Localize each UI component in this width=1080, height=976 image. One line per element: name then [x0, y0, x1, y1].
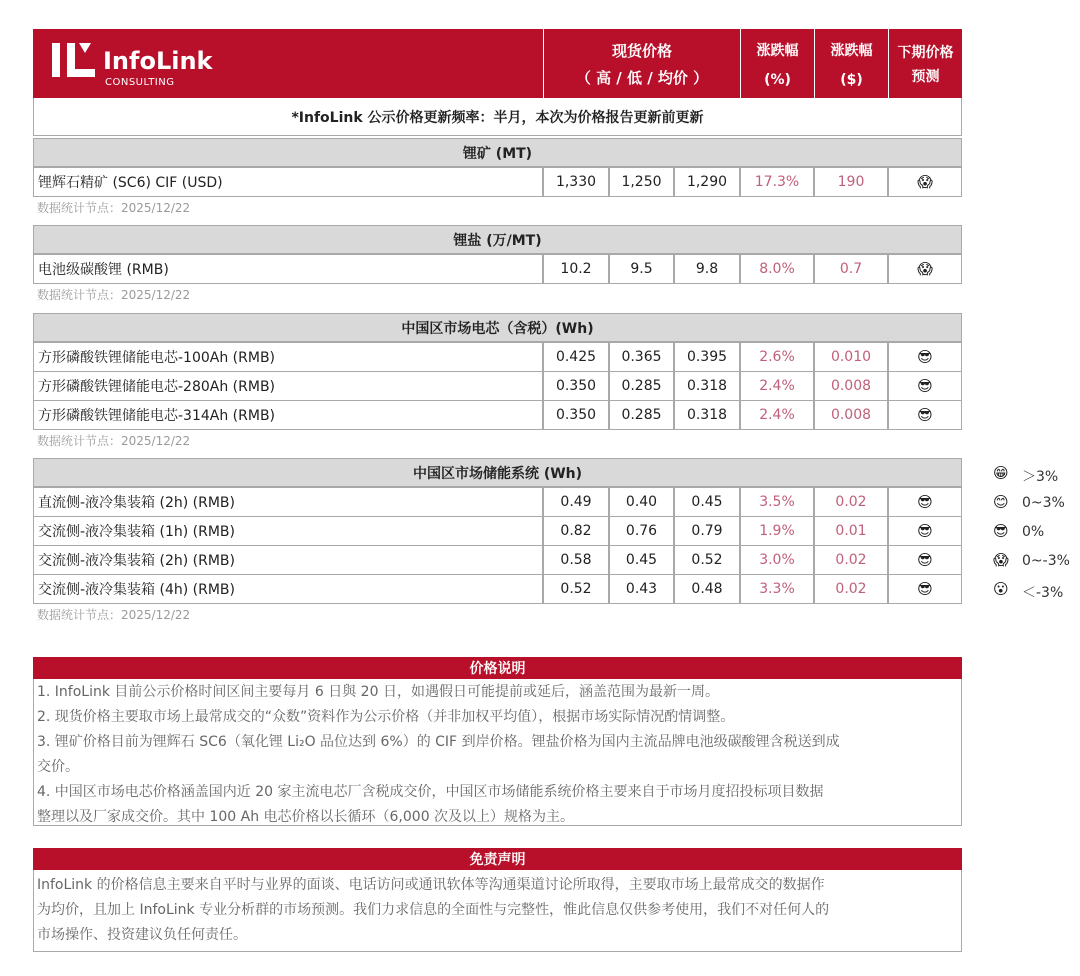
sunglasses-face-icon: 😎: [917, 522, 933, 540]
disclaimer-line-3: 市场操作、投资建议负任何责任。: [37, 927, 247, 943]
cell-low: [609, 487, 674, 517]
sunglasses-face-icon: 😎: [917, 377, 933, 395]
cell-high: [543, 400, 609, 430]
product-name: 交流侧-液冷集装箱 (2h) (RMB): [38, 553, 235, 569]
value-high: 0.350: [555, 407, 597, 423]
value-chg: 0.02: [835, 494, 867, 510]
cell-low: [609, 545, 674, 575]
cell-low: [609, 574, 674, 604]
value-pct: 1.9%: [759, 523, 795, 539]
sunglasses-face-icon: 😎: [917, 406, 933, 424]
value-avg: 0.79: [691, 523, 723, 539]
cell-avg: [674, 574, 740, 604]
forecast-cell: [888, 167, 962, 197]
cell-low: [609, 516, 674, 546]
value-low: 9.5: [630, 261, 653, 277]
value-high: 0.49: [560, 494, 592, 510]
value-chg: 0.01: [835, 523, 867, 539]
value-chg: 0.008: [830, 407, 872, 423]
forecast-cell: [888, 371, 962, 401]
cell-low: [609, 400, 674, 430]
section-title: 中国区市场储能系统 (Wh): [412, 465, 583, 482]
cell-name: [33, 342, 543, 372]
cell-name: [33, 545, 543, 575]
col-header-spot-price-line1: 现货价格: [611, 41, 672, 60]
value-chg: 0.7: [839, 261, 863, 277]
col-header-change-abs-line1: 涨跌幅: [830, 42, 873, 59]
legend-label: 0~3%: [1022, 495, 1065, 511]
cell-pct: [740, 545, 814, 575]
cell-chg: [814, 545, 888, 575]
sunglasses-face-icon: 😎: [917, 551, 933, 569]
legend-label: 0~-3%: [1022, 553, 1070, 569]
value-pct: 17.3%: [754, 174, 800, 190]
value-avg: 0.52: [691, 552, 723, 568]
value-low: 0.365: [621, 349, 662, 365]
section-title: 锂盐 (万/MT): [453, 232, 542, 249]
data-date-stamp: 数据统计节点：2025/12/22: [37, 288, 191, 302]
value-avg: 0.48: [691, 581, 723, 597]
product-name: 电池级碳酸锂 (RMB): [38, 262, 169, 278]
value-high: 10.2: [560, 261, 592, 277]
cell-high: [543, 342, 609, 372]
cell-avg: [674, 167, 740, 197]
cell-pct: [740, 254, 814, 284]
disclaimer-title-bar: [33, 848, 962, 870]
col-header-change-abs: [814, 29, 888, 98]
value-low: 0.40: [625, 494, 658, 510]
value-pct: 3.0%: [759, 552, 795, 568]
cell-name: [33, 487, 543, 517]
product-name: 直流侧-液冷集装箱 (2h) (RMB): [38, 495, 235, 511]
product-name: 方形磷酸铁锂储能电芯-314Ah (RMB): [38, 408, 276, 424]
value-pct: 8.0%: [759, 261, 795, 277]
value-avg: 0.45: [691, 494, 723, 510]
value-low: 0.76: [625, 523, 658, 539]
sunglasses-face-icon: 😎: [917, 348, 933, 366]
cell-pct: [740, 516, 814, 546]
value-low: 0.43: [625, 581, 658, 597]
section-header: [33, 225, 962, 254]
forecast-cell: [888, 516, 962, 546]
cell-high: [543, 371, 609, 401]
value-pct: 2.4%: [759, 378, 795, 394]
cell-avg: [674, 516, 740, 546]
product-name: 交流侧-液冷集装箱 (1h) (RMB): [38, 524, 235, 540]
section-title: 锂矿 (MT): [462, 145, 533, 162]
value-avg: 0.318: [686, 407, 728, 423]
header-bar: [33, 29, 962, 98]
col-header-change-abs-line2: ($): [840, 71, 863, 88]
data-date-stamp: 数据统计节点：2025/12/22: [37, 434, 191, 448]
cell-name: [33, 516, 543, 546]
value-high: 1,330: [555, 174, 597, 190]
cell-low: [609, 371, 674, 401]
cell-high: [543, 487, 609, 517]
product-name: 方形磷酸铁锂储能电芯-280Ah (RMB): [38, 379, 276, 395]
cell-pct: [740, 400, 814, 430]
price-note-3: 3. 锂矿价格目前为锂辉石 SC6（氧化锂 Li₂O 品位达到 6%）的 CIF 到岸价格。锂盐价格为国内主流品牌电池级碳酸锂含税送到成: [37, 734, 840, 750]
price-notes-title: 价格说明: [469, 661, 526, 677]
cell-name: [33, 167, 543, 197]
cell-avg: [674, 342, 740, 372]
forecast-cell: [888, 574, 962, 604]
cell-avg: [674, 487, 740, 517]
price-note-2: 2. 现货价格主要取市场上最常成交的“众数”资料作为公示价格（并非加权平均值），根据市场实际情况酌情调整。: [37, 709, 735, 725]
cell-name: [33, 574, 543, 604]
legend-label: ＞3%: [1022, 469, 1059, 485]
cell-low: [609, 167, 674, 197]
value-avg: 1,290: [686, 174, 728, 190]
price-notes-title-bar: [33, 657, 962, 679]
disclaimer-title: 免责声明: [469, 852, 526, 868]
forecast-cell: [888, 487, 962, 517]
cell-pct: [740, 487, 814, 517]
section-header: [33, 458, 962, 487]
update-notice: [33, 98, 962, 136]
cell-chg: [814, 516, 888, 546]
screaming-face-icon: 😱: [993, 551, 1009, 569]
cell-chg: [814, 371, 888, 401]
col-header-change-pct-line1: 涨跌幅: [756, 42, 799, 59]
disclaimer-body: [33, 870, 962, 952]
value-chg: 0.010: [830, 349, 872, 365]
cell-name: [33, 254, 543, 284]
update-notice-text: *InfoLink 公示价格更新频率：半月，本次为价格报告更新前更新: [291, 109, 704, 126]
cell-pct: [740, 574, 814, 604]
col-header-forecast: [888, 29, 962, 98]
price-note-4: 4. 中国区市场电芯价格涵盖国内近 20 家主流电芯厂含税成交价，中国区市场储能系统价格主要来自于市场月度招投标项目数据: [37, 784, 824, 800]
sunglasses-face-icon: 😎: [917, 493, 933, 511]
section-title: 中国区市场电芯（含税）(Wh): [401, 320, 594, 337]
smiling-face-icon: 😊: [993, 493, 1009, 511]
value-avg: 9.8: [695, 261, 719, 277]
price-note-3-cont: 交价。: [37, 759, 79, 775]
value-avg: 0.395: [686, 349, 728, 365]
cell-pct: [740, 371, 814, 401]
logo-subtitle: CONSULTING: [105, 77, 175, 88]
cell-chg: [814, 254, 888, 284]
value-low: 1,250: [621, 174, 662, 190]
col-header-spot-price-line2: （ 高 / 低 / 均价 ）: [575, 68, 709, 87]
value-chg: 190: [837, 174, 865, 190]
cell-high: [543, 574, 609, 604]
legend-label: 0%: [1022, 524, 1045, 540]
col-header-change-pct: [740, 29, 814, 98]
product-name: 交流侧-液冷集装箱 (4h) (RMB): [38, 582, 235, 598]
value-high: 0.82: [560, 523, 592, 539]
cell-pct: [740, 342, 814, 372]
forecast-cell: [888, 342, 962, 372]
cell-low: [609, 254, 674, 284]
cell-avg: [674, 400, 740, 430]
cell-high: [543, 545, 609, 575]
sunglasses-face-icon: 😎: [993, 522, 1009, 540]
col-header-forecast-line1: 下期价格: [897, 44, 954, 61]
section-header: [33, 313, 962, 342]
price-note-4-cont: 整理以及厂家成交价。其中 100 Ah 电芯价格以长循环（6,000 次及以上）规格为主。: [37, 809, 575, 825]
value-chg: 0.02: [835, 552, 867, 568]
value-pct: 2.4%: [759, 407, 795, 423]
cell-avg: [674, 545, 740, 575]
cell-high: [543, 516, 609, 546]
cell-name: [33, 400, 543, 430]
screaming-face-icon: 😱: [917, 260, 933, 278]
section-header: [33, 138, 962, 167]
infolink-logo: [49, 37, 213, 89]
forecast-cell: [888, 254, 962, 284]
logo-name: InfoLink: [103, 47, 213, 75]
cell-avg: [674, 254, 740, 284]
value-low: 0.285: [621, 378, 662, 394]
disclaimer-line-1: InfoLink 的价格信息主要来自平时与业界的面谈、电话访问或通讯软体等沟通渠道讨论所取得，主要取市场上最常成交的数据作: [37, 877, 825, 893]
forecast-cell: [888, 400, 962, 430]
data-date-stamp: 数据统计节点：2025/12/22: [37, 608, 191, 622]
value-pct: 3.5%: [759, 494, 795, 510]
price-notes-body: [33, 679, 962, 826]
cell-chg: [814, 342, 888, 372]
value-chg: 0.02: [835, 581, 867, 597]
col-header-spot-price: [543, 29, 740, 98]
value-high: 0.52: [560, 581, 592, 597]
data-date-stamp: 数据统计节点：2025/12/22: [37, 201, 191, 215]
legend-label: ＜-3%: [1022, 585, 1064, 601]
cell-chg: [814, 574, 888, 604]
price-note-1: 1. InfoLink 目前公示价格时间区间主要每月 6 日與 20 日，如遇假日可能提前或延后，涵盖范围为最新一周。: [37, 684, 719, 700]
value-avg: 0.318: [686, 378, 728, 394]
screaming-face-icon: 😱: [917, 173, 933, 191]
sunglasses-face-icon: 😎: [917, 580, 933, 598]
product-name: 方形磷酸铁锂储能电芯-100Ah (RMB): [38, 350, 276, 366]
value-chg: 0.008: [830, 378, 872, 394]
value-high: 0.350: [555, 378, 597, 394]
value-low: 0.285: [621, 407, 662, 423]
cell-high: [543, 254, 609, 284]
logo-mark-icon: [49, 41, 101, 81]
cell-name: [33, 371, 543, 401]
disclaimer-line-2: 为均价，且加上 InfoLink 专业分析群的市场预测。我们力求信息的全面性与完整性，惟此信息仅供参考使用，我们不对任何人的: [37, 902, 830, 918]
surprised-face-icon: 😮: [993, 580, 1009, 598]
cell-pct: [740, 167, 814, 197]
grinning-face-icon: 😁: [993, 464, 1009, 482]
cell-low: [609, 342, 674, 372]
value-low: 0.45: [625, 552, 658, 568]
forecast-cell: [888, 545, 962, 575]
cell-chg: [814, 167, 888, 197]
cell-avg: [674, 371, 740, 401]
col-header-change-pct-line2: (%): [764, 71, 791, 88]
value-pct: 2.6%: [759, 349, 795, 365]
cell-chg: [814, 400, 888, 430]
cell-chg: [814, 487, 888, 517]
value-high: 0.58: [560, 552, 592, 568]
value-pct: 3.3%: [759, 581, 795, 597]
col-header-forecast-line2: 预测: [911, 68, 940, 85]
value-high: 0.425: [555, 349, 597, 365]
cell-high: [543, 167, 609, 197]
product-name: 锂辉石精矿 (SC6) CIF (USD): [38, 175, 223, 191]
